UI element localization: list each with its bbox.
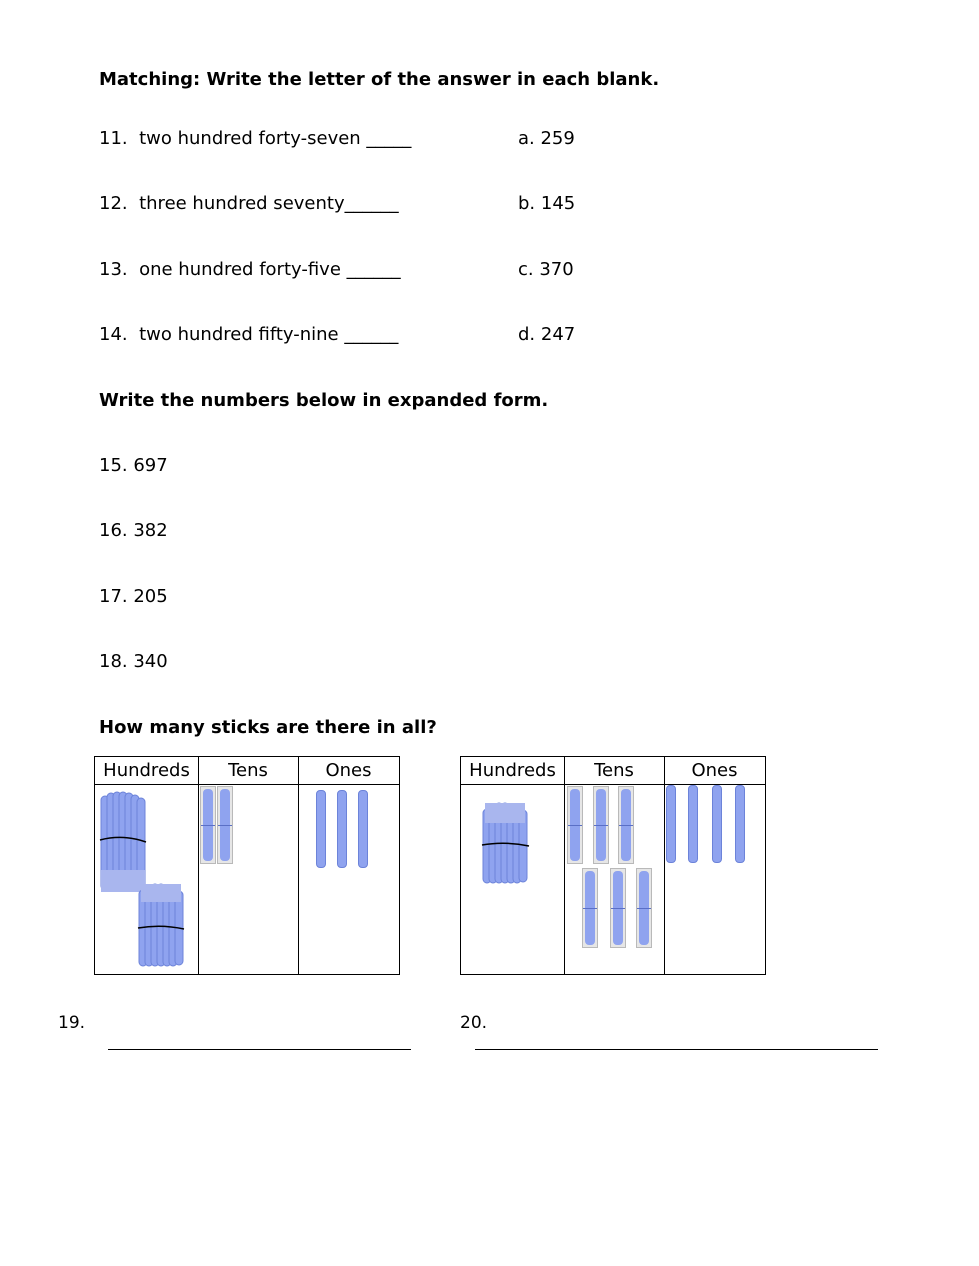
column-header-ones: Ones — [298, 757, 399, 785]
item-text: three hundred seventy______ — [139, 193, 399, 214]
item-text: two hundred fifty-nine ______ — [139, 324, 399, 345]
problem-label-19: 19. — [58, 1013, 86, 1033]
matching-heading: Matching: Write the letter of the answer in each blank. — [99, 69, 660, 90]
ten-stick — [636, 868, 652, 948]
problem-label-20: 20. — [460, 1013, 488, 1033]
item-text: one hundred forty-five ______ — [139, 259, 401, 280]
item-number: 11. — [99, 128, 128, 149]
place-value-table-20 — [460, 756, 766, 975]
one-stick — [316, 790, 326, 868]
expanded-heading: Write the numbers below in expanded form. — [99, 390, 549, 411]
hundred-bundle — [481, 801, 531, 885]
answer-a: a. 259 — [518, 128, 575, 149]
expanded-item-15: 15. 697 — [99, 455, 168, 476]
ten-stick — [200, 786, 216, 864]
expanded-item-17: 17. 205 — [99, 586, 168, 607]
answer-b: b. 145 — [518, 193, 576, 214]
ten-stick — [610, 868, 626, 948]
one-stick — [712, 785, 722, 863]
matching-item-11 — [99, 128, 411, 149]
expanded-item-16: 16. 382 — [99, 520, 168, 541]
one-stick — [358, 790, 368, 868]
column-header-ones: Ones — [664, 757, 765, 785]
item-number: 14. — [99, 324, 128, 345]
item-text: two hundred forty-seven _____ — [139, 128, 412, 149]
place-value-table-19 — [94, 756, 400, 975]
item-number: 13. — [99, 259, 128, 280]
expanded-item-18: 18. 340 — [99, 651, 168, 672]
ten-stick — [582, 868, 598, 948]
ten-stick — [593, 786, 609, 864]
answer-line-20[interactable] — [475, 1049, 878, 1050]
column-header-hundreds: Hundreds — [95, 757, 198, 785]
hundred-bundle — [99, 790, 147, 894]
one-stick — [688, 785, 698, 863]
answer-c: c. 370 — [518, 259, 574, 280]
sticks-heading: How many sticks are there in all? — [99, 717, 437, 738]
matching-item-14 — [99, 324, 398, 345]
one-stick — [666, 785, 676, 863]
ten-stick — [217, 786, 233, 864]
answer-d: d. 247 — [518, 324, 576, 345]
column-header-hundreds: Hundreds — [461, 757, 564, 785]
column-header-tens: Tens — [564, 757, 664, 785]
ten-stick — [567, 786, 583, 864]
hundred-bundle — [137, 882, 185, 968]
matching-item-13 — [99, 259, 401, 280]
one-stick — [337, 790, 347, 868]
item-number: 12. — [99, 193, 128, 214]
matching-item-12 — [99, 193, 399, 214]
ten-stick — [618, 786, 634, 864]
answer-line-19[interactable] — [108, 1049, 411, 1050]
column-header-tens: Tens — [198, 757, 298, 785]
one-stick — [735, 785, 745, 863]
